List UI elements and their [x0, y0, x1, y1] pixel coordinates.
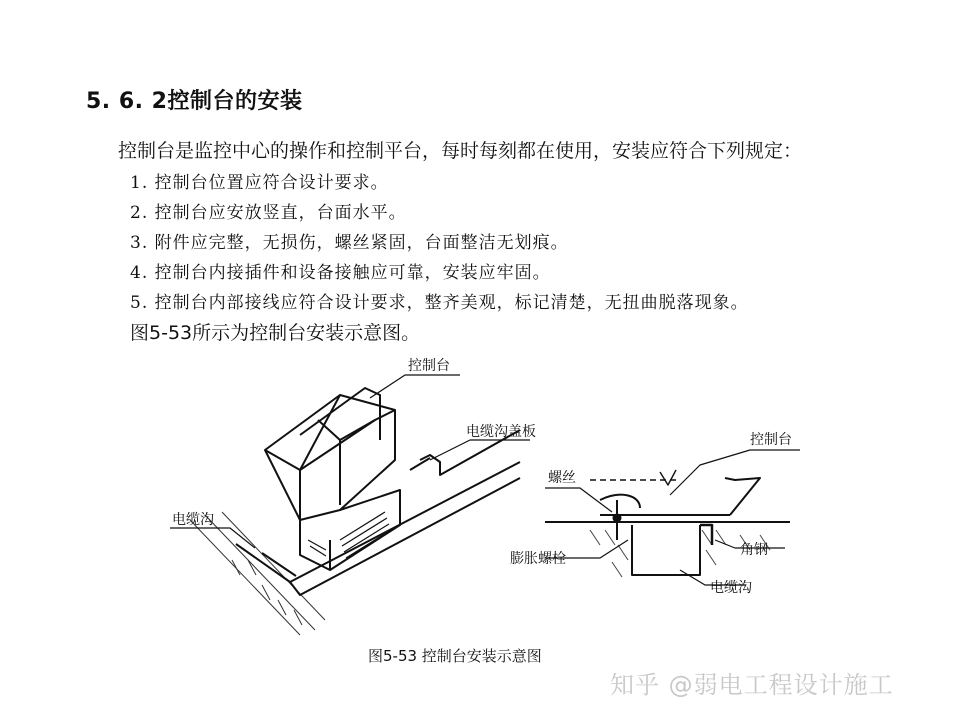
- section-heading: 5. 6. 2控制台的安装: [86, 89, 303, 114]
- list-item: 5. 控制台内部接线应符合设计要求，整齐美观，标记清楚，无扭曲脱落现象。: [130, 293, 749, 313]
- list-item: 4. 控制台内接插件和设备接触应可靠，安装应牢固。: [130, 263, 551, 283]
- label-console-left: 控制台: [408, 358, 450, 374]
- figure-reference: 图5-53所示为控制台安装示意图。: [130, 322, 421, 344]
- label-angle-steel: 角钢: [740, 542, 768, 558]
- watermark: 知乎 @弱电工程设计施工: [610, 671, 894, 699]
- list-item: 3. 附件应完整，无损伤，螺丝紧固，台面整洁无划痕。: [130, 233, 569, 253]
- label-console-right: 控制台: [750, 432, 792, 448]
- label-expansion-bolt: 膨胀螺栓: [510, 551, 566, 567]
- label-trench-right: 电缆沟: [710, 580, 752, 596]
- isometric-console-drawing: [170, 375, 530, 635]
- figure-caption: 图5-53 控制台安装示意图: [368, 647, 542, 665]
- list-item: 1. 控制台位置应符合设计要求。: [130, 173, 389, 193]
- list-item: 2. 控制台应安放竖直，台面水平。: [130, 203, 407, 223]
- section-view-drawing: [545, 450, 800, 585]
- label-trench-left: 电缆沟: [172, 512, 214, 528]
- label-trench-cover: 电缆沟盖板: [466, 424, 536, 440]
- intro-paragraph: 控制台是监控中心的操作和控制平台，每时每刻都在使用，安装应符合下列规定：: [118, 140, 803, 162]
- label-screw: 螺丝: [548, 470, 576, 486]
